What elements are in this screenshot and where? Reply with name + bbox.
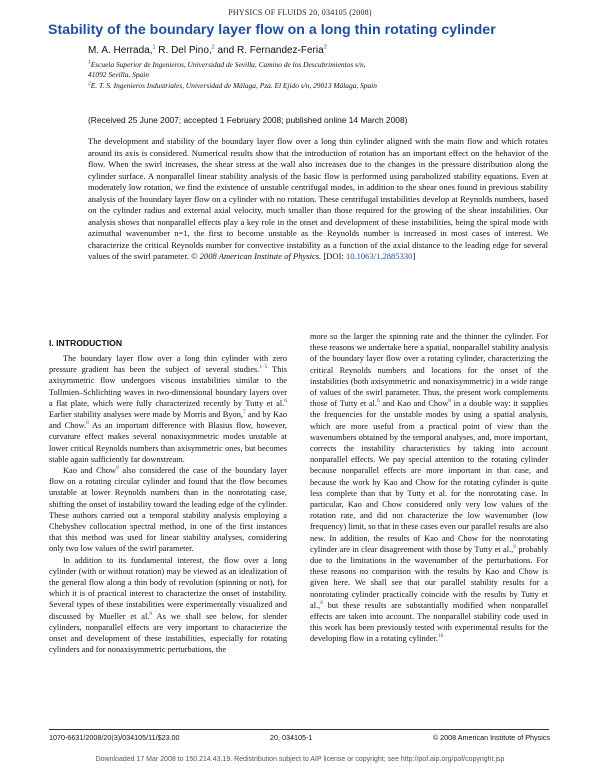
author-name: and R. Fernandez-Feria	[214, 45, 324, 56]
citation-ref[interactable]: 6	[513, 544, 516, 551]
affiliation-marker: 2	[323, 44, 327, 51]
citation-ref[interactable]: 7	[242, 409, 246, 416]
citation-ref[interactable]: 6	[376, 398, 380, 405]
paragraph: more so the larger the spinning rate and the thinner the cylinder. For these reasons we undertake here a spatial, nonparallel stability analysis of the boundary layer flow over a rotating cylinder, characterizing the critical Reynolds numbers and locations for the onset of the instabilities (both axisymmetric and nonaxisymmetric) in a wide range of values of the swirl parameter. Thus, the present work complements those of Tutty et al.$^6$ and Kao and Chow$^8$ in a double way: it supplies the frequencies for the unstable modes by using a spatial analysis, which are more useful from a practical point of view than the wavenumbers obtained by the temporal analyses, and, more important, corrects the instability characteristics by taking into account nonparallel effects. We pay special attention to the rotating cylinder because nonparallel effects are more important in that case, and because the work by Kao and Chow for the rotating cylinder is quite less complete than that by Tutty et al. for the nonrotating case. In particular, Kao and Chow considered only very low values of the rotation rate, and did not characterize the low wavenumber (low frequency) limit, so that in these cases even our parallel results are also new. In addition, the results of Kao and Chow for the nonrotating cylinder are in clear disagreement with those by Tutty et al.,$^6$ probably due to the limitations in the wavenumber of the perturbations. For these reasons no comparison with the results by Kao and Chow is given here. We shall see that our parallel stability results for a nonrotating cylinder practically coincide with the results by Tutty et al.,$^6$ but these results are substantially modified when nonparallel effects are taken into account. The nonparallel stability code used in this work has been previously tested with experimental results for the developing flow in a rotating cylinder.$^{10}$	[310, 332, 548, 644]
section-heading: I. INTRODUCTION	[49, 338, 123, 348]
abstract-text: The development and stability of the boundary layer flow over a long thin cylinder aligned with the main flow and which rotates around its axis is considered. Numerical results show that the introduction of rotation has an important effect on the behavior of the flow. When the swirl increases, the shear stress at the wall also increases due to the changes in the pressure distribution along the cylinder surface. A nonparallel linear stability analysis of the basic flow is performed using parabolized stability equations. Even at moderately low rotation, we find the existence of unstable centrifugal modes, in addition to the shear ones found in previous stability analysis of the boundary layer flow on a cylinder with no rotation. These centrifugal instabilities develop at Reynolds numbers, based on the cylinder radius and external axial velocity, much smaller than those required for the growing of the shear instabilities. Our analysis shows that nonparallel effects play a key role in the onset and development of these instabilities, being the spiral mode with azimuthal wavenumber n=1, the first to become unstable as the Reynolds number is increased in most cases of interest. We characterize the critical Reynolds number for convective instability as a function of the axial distance to the leading edge for several values of the swirl parameter.	[88, 136, 548, 262]
citation-ref[interactable]: 8	[116, 465, 119, 472]
doi-prefix: [DOI:	[321, 251, 346, 262]
paragraph: The boundary layer flow over a long thin cylinder with zero pressure gradient has been the subject of several studies.$^{1-5}$ This axisymmetric flow undergoes viscous instabilities similar to the Tollmien–Schlichting waves in two-dimensional boundary layers over a flat plate, which were fully characterized recently by Tutty et al.$^6$ Earlier stability analyses were made by Morris and Byon,$^7$ and by Kao and Chow.$^8$ As an important difference with Blasius flow, however, curvature effect makes several nonaxisymmetric modes unstable at lower critical Reynolds numbers than axisymmetric ones, but becomes stable again sufficiently far downstream.	[49, 354, 287, 464]
affiliation-2	[88, 81, 377, 91]
citation-ref[interactable]: 6	[284, 398, 287, 405]
affiliation-line: 41092 Sevilla, Spain	[88, 70, 149, 79]
citation-ref[interactable]: 10	[437, 633, 444, 640]
paragraph: Kao and Chow$^8$ also considered the case of the boundary layer flow on a rotating circular cylinder and found that the flow becomes unstable at lower Reynolds numbers than in the nonrotating case, shifting the onset of instability toward the leading edge of the cylinder. These authors carried out a temporal stability analysis employing a Chebyshev collocation spectral method, in one of the first instances that this method was used for linear stability analyses, considering only two low values of the swirl parameter.	[49, 465, 287, 554]
affiliation-marker: 2	[211, 44, 215, 51]
footer-divider	[49, 729, 549, 730]
affiliation-number: 1	[88, 59, 91, 66]
affiliation-1	[88, 60, 366, 80]
download-note: Downloaded 17 Mar 2008 to 150.214.43.19. Redistribution subject to AIP license or copyright; see http://pof.aip.org/pof/copyright.jsp	[95, 756, 505, 763]
citation-ref[interactable]: 9	[149, 610, 153, 617]
footer-copyright: © 2008 American Institute of Physics	[432, 733, 550, 742]
paragraph: In addition to its fundamental interest, the flow over a long cylinder (with or without rotation) may be viewed as an idealization of the general flow along a thin body of revolution (spinning or not), for which it is of practical interest to characterize the onset of instability. Several types of these instabilities were experimentally visualized and discussed by Mueller et al.$^9$ As we shall see below, for slender cylinders, nonparallel effects are very important to characterize the onset and development of these instabilities, especially for rotating cylinders and for nonaxisymmetric perturbations, the	[49, 555, 287, 655]
affiliation-line: E. T. S. Ingenieros Industriales, Universidad de Málaga, Pza. El Ejido s/n, 29013 Málaga, Spain	[90, 81, 377, 90]
paper-title: Stability of the boundary layer flow on a long thin rotating cylinder	[48, 22, 496, 38]
doi-suffix: ]	[412, 251, 416, 262]
received-dates: (Received 25 June 2007; accepted 1 February 2008; published online 14 March 2008)	[88, 115, 408, 125]
left-column	[49, 353, 287, 758]
author-name: M. A. Herrada,	[88, 45, 153, 56]
affiliation-number: 2	[88, 80, 91, 87]
citation-ref[interactable]: 1–5	[259, 364, 268, 371]
affiliation-line: Escuela Superior de Ingenieros, Universidad de Sevilla, Camino de los Descubrimientos s/n,	[90, 60, 366, 69]
author-list	[88, 45, 327, 56]
footer-issn: 1070-6631/2008/20(3)/034105/11/$23.00	[49, 733, 180, 742]
running-head: PHYSICS OF FLUIDS 20, 034105 (2008)	[228, 8, 372, 17]
author-name: R. Del Pino,	[155, 45, 212, 56]
footer-page-number: 20, 034105-1	[270, 733, 313, 742]
citation-ref[interactable]: 8	[448, 398, 451, 405]
abstract	[88, 136, 548, 263]
doi-link[interactable]: 10.1063/1.2885330	[345, 251, 413, 262]
citation-ref[interactable]: 6	[320, 600, 323, 607]
affiliation-marker: 1	[152, 44, 156, 51]
right-column	[310, 331, 548, 751]
copyright-note: © 2008 American Institute of Physics.	[188, 251, 322, 262]
citation-ref[interactable]: 8	[86, 420, 89, 427]
